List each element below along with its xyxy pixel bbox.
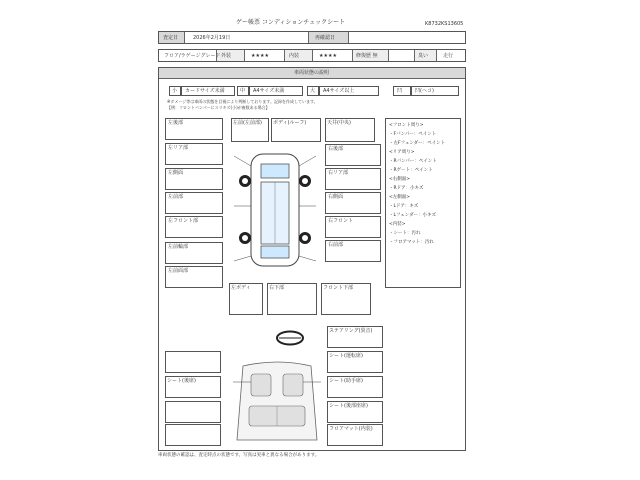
left-rear-area-label: 左リア部: [168, 145, 189, 151]
note-line-2: ・Fバンパー：ペイント: [389, 132, 437, 137]
interior-left-box-1: [165, 351, 221, 373]
rating-row: [158, 49, 466, 62]
note-line-1: <フロント周り>: [389, 123, 424, 128]
interior-left-label: シート(後席): [167, 378, 196, 384]
condition-section: [158, 67, 466, 451]
right-side-label: 右側面: [328, 194, 344, 200]
interior-left-box-3: [165, 401, 221, 423]
date-value: 2026年2月19日: [193, 35, 231, 41]
bottom-label-1: 左ボディ: [231, 285, 251, 291]
instruction-line-1: ※ダメージ等は車両の状態を目視により判断しております。記録を作成しています。: [167, 99, 318, 104]
legend-medium-desc: A4サイズ未満: [253, 88, 285, 94]
top-label-1: 左前(左前部): [233, 120, 262, 126]
legend-large-label: 大: [310, 88, 316, 94]
rating-interior-label: 内装: [289, 53, 300, 59]
section-title: 車両状態の説明: [294, 70, 330, 76]
note-line-4: <リア周り>: [389, 150, 415, 155]
note-line-14: ・フロアマット：汚れ: [389, 240, 434, 245]
notes-panel: [385, 118, 461, 288]
rating-exterior-value: ★★★★: [251, 53, 269, 59]
left-front-label: 左前部: [168, 194, 184, 200]
top-label-2: ボディ(ルーフ): [273, 120, 307, 126]
bottom-label-2: 右下部: [269, 285, 285, 291]
top-label-3: 天井(中央): [327, 120, 351, 126]
right-front-label: 右フロント: [328, 218, 354, 224]
rating-exterior-label: 外装: [221, 53, 232, 59]
interior-driver-seat-label: シート(運転席): [329, 353, 363, 359]
right-rear-area-label: 右リア部: [328, 170, 349, 176]
note-line-11: ・Lフェンダー：小キズ: [389, 213, 437, 218]
note-line-6: ・Rゲート：ペイント: [389, 168, 433, 173]
bottom-label-3: フロント下部: [323, 285, 354, 291]
right-rear-label: 右後部: [328, 146, 344, 152]
left-front-face-label: 左前面部: [168, 268, 189, 274]
date-label: 査定日: [163, 35, 179, 41]
left-rear-label: 左後部: [168, 120, 184, 126]
sheet-code: K8732KS13605: [425, 21, 464, 27]
interior-steering-label: ステアリング(異音): [329, 328, 373, 334]
rating-interior-value: ★★★★: [319, 53, 337, 59]
note-line-7: <右側面>: [389, 177, 411, 182]
right-front-area-label: 右前部: [328, 242, 344, 248]
recheck-label: 再確認日: [315, 35, 336, 41]
legend-dent-desc: 凹(ヘコ): [415, 88, 434, 94]
instruction-line-2: 【例：フロントバンパーにスリキズ(小)が複数ある場合】: [167, 105, 270, 110]
legend-dent-label: 凹: [397, 88, 403, 94]
legend-row: [169, 86, 459, 96]
footer-note: 車両状態の確認は、査定時点の状態です。写真は実車と異なる場合があります。: [158, 453, 320, 458]
left-side-label: 左側面: [168, 170, 184, 176]
rating-smell-label: 臭い: [418, 53, 429, 59]
steering-wheel-icon: [275, 330, 305, 346]
car-interior-diagram: [229, 360, 325, 446]
interior-rear-seat-label: シート(後部座席): [329, 403, 368, 409]
note-line-12: <内装>: [389, 222, 406, 227]
interior-left-box-4: [165, 424, 221, 446]
note-line-10: ・Lドア：キズ: [389, 204, 419, 209]
legend-small-label: 小: [172, 88, 178, 94]
rating-repair-label: 修復歴 無: [356, 53, 378, 59]
note-line-3: ・左Fフェンダー：ペイント: [389, 141, 446, 146]
sheet-title: ゲー帳票 コンディションチェックシート: [236, 19, 346, 26]
car-exterior-diagram: [229, 146, 321, 276]
legend-medium-label: 中: [240, 88, 246, 94]
note-line-8: ・Rドア：小キズ: [389, 186, 424, 191]
info-row: [158, 31, 466, 44]
legend-small-desc: カードサイズ未満: [185, 88, 225, 94]
interior-floor-label: フロアマット(内装): [329, 426, 373, 432]
note-line-13: ・シート：汚れ: [389, 231, 421, 236]
rating-grade-label: フロア/ラゲージグレード: [164, 53, 221, 59]
left-front-area-label: 左フロント部: [168, 218, 199, 224]
interior-passenger-seat-label: シート(助手席): [329, 378, 363, 384]
left-wheel-label: 左前輪部: [168, 244, 189, 250]
note-line-5: ・Rバンパー：ペイント: [389, 159, 437, 164]
rating-mileage-label: 走行: [443, 53, 454, 59]
note-line-9: <左側面>: [389, 195, 411, 200]
legend-large-desc: A4サイズ以上: [323, 88, 355, 94]
